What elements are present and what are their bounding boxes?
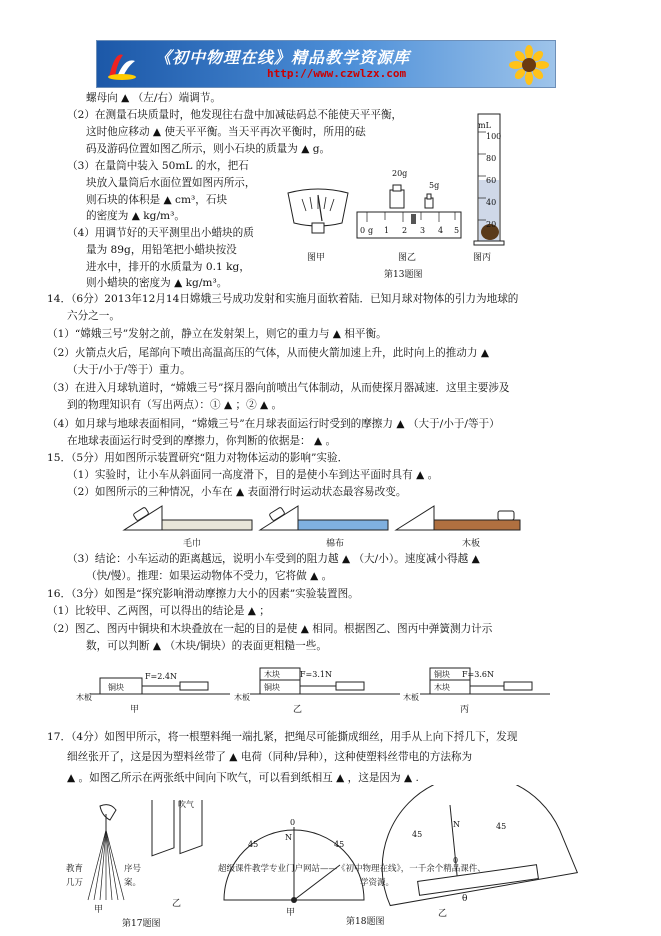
q15-line: （2）如图所示的三种情况，小车在 ▲ 表面滑行时运动状态最容易改变。 — [67, 486, 407, 498]
theta-label: θ — [462, 894, 468, 904]
angle-label: 0 — [453, 856, 459, 865]
board-label: 木板 — [76, 693, 92, 702]
fig-label: 乙 — [293, 705, 303, 715]
balance-scale-figure — [282, 185, 354, 245]
angle-label: 45 — [334, 840, 345, 849]
q14-line: （大于/小于/等于）重力。 — [67, 364, 191, 376]
block-label-copper: 铜块 — [108, 683, 124, 692]
block-label-wood: 木块 — [434, 683, 450, 692]
angle-label: 45 — [496, 822, 507, 831]
q15-line: （3）结论：小车运动的距离越远，说明小车受到的阻力越 ▲ （大/小）。速度减小得越 ▲ — [67, 553, 480, 565]
q16-line: （1）比较甲、乙两图，可以得出的结论是 ▲ ； — [47, 605, 270, 617]
force-label: F=2.4N — [145, 672, 177, 681]
weight-5g-label: 5g — [429, 181, 440, 190]
q13-line: 的密度为 ▲ kg/m³。 — [86, 210, 185, 222]
surface-label-board: 木板 — [462, 539, 481, 549]
angle-label: 45 — [248, 840, 259, 849]
q13-line: （2）在测量石块质量时，他发现往右盘中加减砝码总不能使天平平衡， — [67, 109, 403, 121]
board-label: 木板 — [403, 693, 419, 702]
banner-title: 《初中物理在线》精品教学资源库 — [155, 48, 411, 67]
cylinder-tick: 80 — [486, 154, 497, 163]
n-label: N — [453, 820, 460, 829]
q13-line: 则石块的体积是 ▲ cm³，石块 — [86, 194, 228, 206]
block-label-wood: 木块 — [264, 670, 280, 679]
q16-line: （2）图乙、图丙中铜块和木块叠放在一起的目的是使 ▲ 相同。根据图乙、图丙中弹簧测力计示 — [47, 623, 493, 635]
n-label: N — [285, 833, 292, 842]
cylinder-tick: 100 — [486, 132, 502, 141]
block-label-copper: 铜块 — [434, 670, 450, 679]
fig-label: 甲 — [94, 905, 104, 915]
incline-towel — [124, 506, 252, 530]
fig-label: 甲 — [286, 908, 296, 918]
plastic-strands-figure — [80, 800, 210, 910]
q15-line: （快/慢）。推理：如果运动物体不受力，它将做 ▲ 。 — [86, 570, 333, 582]
fig-label-bing: 图丙 — [473, 253, 492, 263]
q14-line: （1）“嫦娥三号”发射之前，静立在发射架上，则它的重力与 ▲ 相平衡。 — [47, 328, 387, 340]
header-banner — [96, 40, 556, 88]
ruler-tick: 4 — [438, 226, 444, 235]
surface-label-cotton: 棉布 — [326, 539, 345, 549]
fig-18-caption: 第18题图 — [346, 917, 385, 927]
fig-label: 乙 — [438, 909, 448, 919]
q13-line: 进水中，排开的水质量为 0.1 kg， — [86, 261, 250, 273]
q16-line: 16．（3分）如图是“探究影响滑动摩擦力大小的因素”实验装置图。 — [47, 588, 359, 600]
q14-line: （2）火箭点火后，尾部向下喷出高温高压的气体，从而使火箭加速上升，此时向上的推动力 ▲ — [47, 347, 490, 359]
angle-label: 45 — [412, 830, 423, 839]
q15-line: （1）实验时，让小车从斜面同一高度滑下，目的是使小车到达平面时具有 ▲ 。 — [67, 469, 439, 481]
fig-label: 甲 — [130, 705, 140, 715]
watermark-text: 教育 — [66, 864, 84, 874]
logo-icon — [105, 47, 139, 81]
q13-line: （4）用调节好的天平测里出小蜡块的质 — [67, 227, 254, 239]
q13-line: 螺母向 ▲ （左/右）端调节。 — [86, 92, 221, 104]
q16-line: 数，可以判断 ▲ （木块/铜块）的表面更粗糙一些。 — [86, 640, 327, 652]
cylinder-unit: mL — [478, 121, 491, 130]
ruler-tick: 2 — [402, 226, 408, 235]
q14-line: 14．（6分）2013年12月14日嫦娥三号成功发射和实施月面软着陆．已知月球对物体的引力为地球的 — [47, 293, 519, 305]
board-label: 木板 — [234, 693, 250, 702]
q14-line: 到的物理知识有（写出两点）：① ▲ ；② ▲ 。 — [67, 399, 283, 411]
sunflower-icon — [509, 45, 549, 85]
ruler-tick: g — [368, 226, 374, 235]
surface-label-towel: 毛巾 — [183, 539, 202, 549]
blow-label: 吹气 — [178, 800, 194, 809]
force-label: F=3.1N — [300, 670, 332, 679]
block-label-copper: 铜块 — [264, 683, 280, 692]
ruler-tick: 5 — [454, 226, 460, 235]
q13-line: 这时他应移动 ▲ 使天平平衡。当天平再次平衡时，所用的砝 — [86, 126, 366, 138]
q14-line: （4）如月球与地球表面相同，“嫦娥三号”在月球表面运行时受到的摩擦力 ▲ （大于/小于/等于） — [47, 418, 500, 430]
q13-line: （3）在量筒中装入 50mL 的水，把石 — [67, 160, 249, 172]
q17-line: 17．（4分）如图甲所示，将一根塑料绳一端扎紧，把绳尽可能撕成细丝，用手从上向下捋几下，发现 — [47, 731, 518, 743]
cylinder-tick: 20 — [486, 220, 497, 229]
cylinder-tick: 40 — [486, 198, 497, 207]
angle-label: 0 — [290, 818, 296, 827]
watermark-text: 序号 — [124, 864, 142, 874]
fig-label: 乙 — [172, 899, 182, 909]
q17-line: 细丝张开了，这是因为塑料丝带了 ▲ 电荷（同种/异种），这种使塑料丝带电的方法称为 — [67, 751, 473, 763]
q14-line: 在地球表面运行时受到的摩擦力，你判断的依据是： ▲ 。 — [67, 435, 337, 447]
ruler-tick: 0 — [360, 226, 366, 235]
force-label: F=3.6N — [462, 670, 494, 679]
ruler-tick: 1 — [384, 226, 390, 235]
friction-surfaces-figure — [122, 500, 522, 534]
q13-line: 码及游码位置如图乙所示，则小石块的质量为 ▲ g。 — [86, 143, 331, 155]
q14-line: （3）在进入月球轨道时，“嫦娥三号”探月器向前喷出气体制动，从而使探月器减速．这里主要涉及 — [47, 382, 510, 394]
watermark-text: 几万 — [66, 878, 84, 888]
watermark-text: 案。 — [124, 878, 142, 888]
fig-label-yi: 图乙 — [398, 253, 417, 263]
incline-cotton — [260, 506, 388, 530]
ruler-tick: 3 — [420, 226, 426, 235]
banner-url[interactable]: http://www.czwlzx.com — [267, 67, 407, 80]
q14-line: 六分之一。 — [67, 310, 120, 322]
watermark-text: 超级课件教学专业门户网站——《初中物理在线》，一千余个精品课件、 — [218, 864, 486, 874]
weight-20g-label: 20g — [392, 169, 408, 178]
cylinder-tick: 60 — [486, 176, 497, 185]
q13-line: 量为 89g，用铅笔把小蜡块按没 — [86, 244, 237, 256]
fig-label-jia: 图甲 — [307, 253, 326, 263]
incline-board — [396, 506, 520, 530]
q15-line: 15．（5分）用如图所示装置研究“阻力对物体运动的影响”实验． — [47, 452, 349, 464]
q17-line: ▲ 。如图乙所示在两张纸中间向下吹气，可以看到纸相互 ▲ ，这是因为 ▲ . — [67, 772, 419, 784]
q13-line: 块放入量筒后水面位置如图丙所示， — [86, 177, 256, 189]
fig-17-caption: 第17题图 — [122, 919, 161, 929]
protractor-figure-b — [378, 785, 588, 910]
watermark-text: 学资源。 — [360, 878, 395, 888]
fig-label: 丙 — [460, 705, 470, 715]
q13-line: 则小蜡块的密度为 ▲ kg/m³。 — [86, 277, 228, 289]
fig-13-caption: 第13题图 — [384, 270, 423, 280]
